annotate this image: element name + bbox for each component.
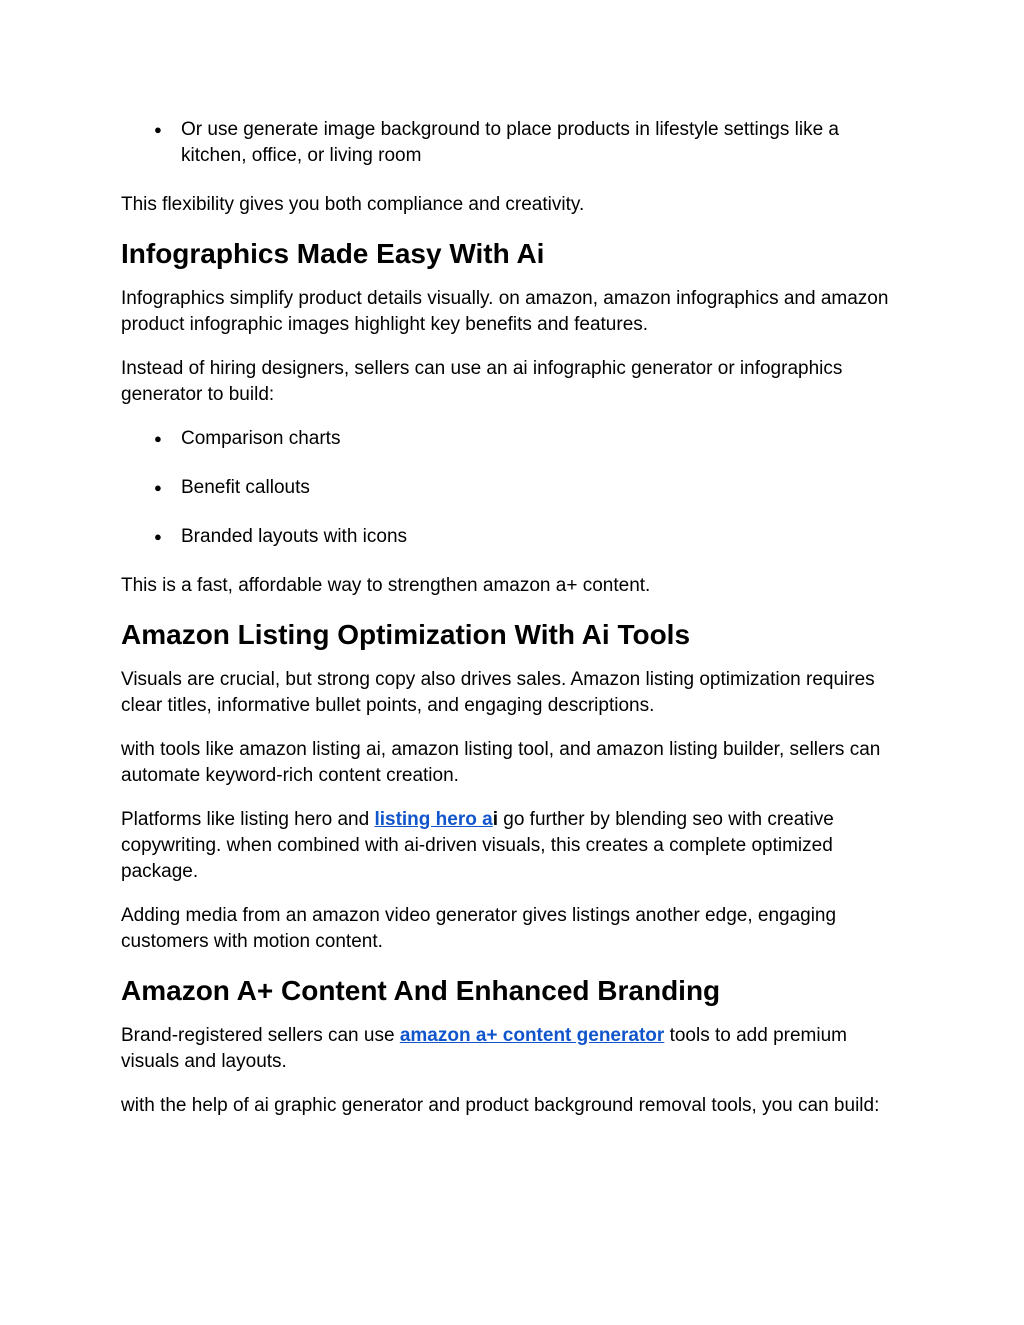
aplus-paragraph-2: with the help of ai graphic generator and product background removal tools, you can build: [121,1095,880,1116]
list-item-text: Or use generate image background to place products in lifestyle settings like a kitchen, office, or living room [181,119,839,166]
listing-paragraph-4: Adding media from an amazon video generator gives listings another edge, engaging customers with motion content. [121,905,837,952]
list-item [121,475,903,501]
listing-paragraph-1: Visuals are crucial, but strong copy also drives sales. Amazon listing optimization requires clear titles, informative bullet points, and engaging descriptions. [121,669,875,716]
bullet-marker-icon: ● [154,480,162,495]
list-item [121,524,903,550]
infographics-paragraph-1: Infographics simplify product details visually. on amazon, amazon infographics and amazon product infographic images highlight key benefits and features. [121,288,889,335]
text-run: tools to add premium visuals and layouts. [121,1025,847,1072]
text-run: Brand-registered sellers can use [121,1025,400,1046]
infographics-closing-paragraph: This is a fast, affordable way to strengthen amazon a+ content. [121,575,651,596]
text-run: go further by blending seo with creative copywriting. when combined with ai-driven visuals, this creates a complete optimized package. [121,809,834,882]
flexibility-paragraph: This flexibility gives you both compliance and creativity. [121,194,585,215]
heading-listing-optimization: Amazon Listing Optimization With Ai Tools [121,619,691,650]
list-item [121,117,903,169]
list-item-text: Comparison charts [181,428,341,449]
listing-paragraph-3 [121,807,903,885]
bold-text-run: i [492,809,498,830]
infographics-paragraph-2: Instead of hiring designers, sellers can use an ai infographic generator or infographics generator to build: [121,358,843,405]
heading-infographics: Infographics Made Easy With Ai [121,238,545,269]
aplus-paragraph-1 [121,1023,903,1075]
aplus-content-generator-link[interactable]: amazon a+ content generator [399,1025,665,1046]
heading-aplus-content: Amazon A+ Content And Enhanced Branding [121,975,721,1006]
bullet-marker-icon: ● [154,529,162,544]
listing-hero-ai-link[interactable]: listing hero a [374,809,493,830]
text-run: Platforms like listing hero and [121,809,375,830]
bullet-marker-icon: ● [154,122,162,137]
listing-paragraph-2: with tools like amazon listing ai, amazon listing tool, and amazon listing builder, sellers can automate keyword-rich content creation. [121,739,881,786]
lifestyle-bullet-list [121,117,903,169]
list-item-text: Branded layouts with icons [181,526,408,547]
bullet-marker-icon: ● [154,431,162,446]
list-item [121,426,903,452]
list-item-text: Benefit callouts [181,477,310,498]
infographics-bullet-list [121,426,903,550]
